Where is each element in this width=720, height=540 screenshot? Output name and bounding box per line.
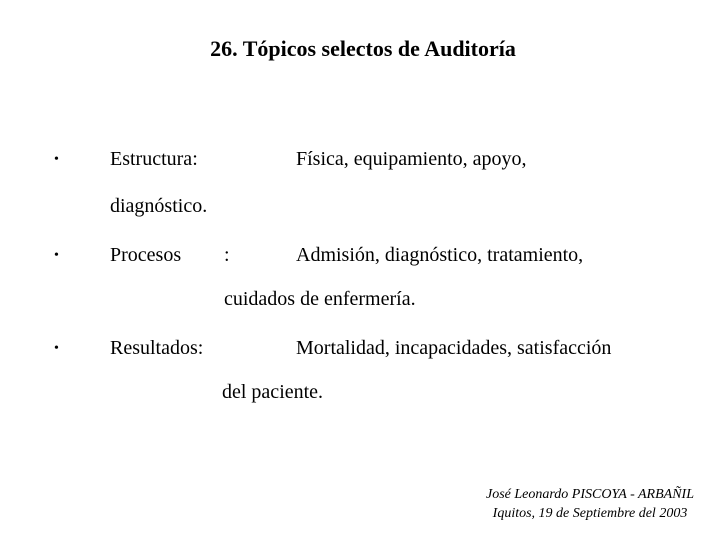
footer-author: José Leonardo PISCOYA - ARBAÑIL bbox=[486, 487, 694, 502]
item-text-resultados: Mortalidad, incapacidades, satisfacción bbox=[296, 337, 612, 359]
item-text-estructura-cont: diagnóstico. bbox=[110, 195, 208, 217]
item-text-estructura: Física, equipamiento, apoyo, bbox=[296, 148, 527, 170]
bullet-icon: • bbox=[54, 341, 59, 356]
item-label-resultados: Resultados: bbox=[110, 337, 204, 359]
item-label-procesos: Procesos bbox=[110, 244, 182, 266]
item-text-procesos-cont: cuidados de enfermería. bbox=[224, 288, 416, 310]
footer-place-date: Iquitos, 19 de Septiembre del 2003 bbox=[492, 506, 688, 521]
item-text-resultados-cont: del paciente. bbox=[222, 381, 324, 403]
page-title: 26. Tópicos selectos de Auditoría bbox=[210, 36, 516, 61]
item-separator-procesos: : bbox=[224, 244, 230, 266]
item-label-estructura: Estructura: bbox=[110, 148, 198, 170]
item-text-procesos: Admisión, diagnóstico, tratamiento, bbox=[296, 244, 584, 266]
bullet-icon: • bbox=[54, 248, 59, 263]
bullet-icon: • bbox=[54, 152, 59, 167]
